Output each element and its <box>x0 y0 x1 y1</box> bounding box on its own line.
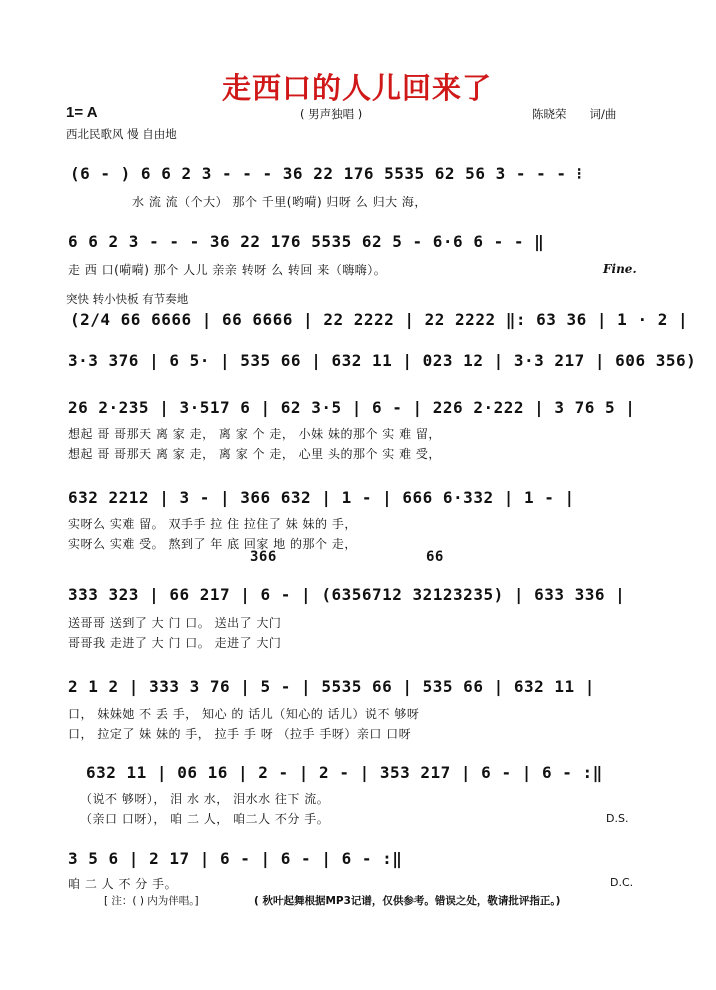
lyrics-row-9-verse-2: （亲口 口呀）， 咱 二 人， 咱二人 不分 手。 <box>80 812 330 826</box>
key-signature: 1= A <box>66 104 98 121</box>
notation-row-3: (2/4 66 6666 | 66 6666 | 22 2222 | 22 2222 ‖: 63 36 | 1 · 2 | <box>70 310 689 329</box>
lyrics-row-5-verse-1: 想起 哥 哥那天 离 家 走， 离 家 个 走， 小妹 妹的那个 实 难 留， <box>68 427 441 441</box>
notation-row-4: 3·3 376 | 6 5· | 535 66 | 632 11 | 023 12 | 3·3 217 | 606 356) <box>68 351 697 370</box>
page-title: 走西口的人儿回来了 <box>222 71 493 105</box>
notation-row-5: 26 2·235 | 3·517 6 | 62 3·5 | 6 - | 226 2·222 | 3 76 5 | <box>68 398 636 417</box>
author-credit: 陈晓荣 词/曲 <box>532 107 617 121</box>
lyrics-row-8-verse-1: 口， 妹妹她 不 丢 手， 知心 的 话儿（知心的 话儿）说不 够呀 <box>68 707 420 721</box>
alt-notes-1: 366 <box>250 549 277 565</box>
notation-row-2: 6 6 2 3 - - - 36 22 176 5535 62 5 - 6·6 6 - - ‖ <box>68 232 545 251</box>
tempo-change-marking: 突快 转小快板 有节奏地 <box>66 292 189 306</box>
notation-row-10: 3 5 6 | 2 17 | 6 - | 6 - | 6 - :‖ <box>68 849 403 868</box>
lyrics-row-6-verse-1: 实呀么 实难 留。 双手手 拉 住 拉住了 妹 妹的 手， <box>68 517 357 531</box>
alt-notes-2: 66 <box>426 549 444 565</box>
lyrics-row-5 <box>68 424 441 464</box>
lyrics-row-2-verse-1: 走 西 口(嗬嗬) 那个 人儿 亲亲 转呀 么 转回 来（嗨嗨）。 <box>68 263 387 277</box>
tempo-marking: 西北民歌风 慢 自由地 <box>66 127 177 141</box>
notation-row-6: 632 2212 | 3 - | 366 632 | 1 - | 666 6·332 | 1 - | <box>68 488 575 507</box>
lyrics-row-8 <box>68 704 419 744</box>
lyrics-row-8-verse-2: 口， 拉定了 妹 妹的 手， 拉手 手 呀 （拉手 手呀）亲口 口呀 <box>68 727 412 741</box>
footnote-transcription: ( 秋叶起舞根据MP3记谱，仅供参考。错误之处，敬请批评指正。) <box>254 895 561 907</box>
lyrics-row-7-verse-1: 送哥哥 送到了 大 门 口。 送出了 大门 <box>68 616 282 630</box>
lyrics-row-7 <box>68 613 281 653</box>
notation-row-8: 2 1 2 | 333 3 76 | 5 - | 5535 66 | 535 66 | 632 11 | <box>68 677 595 696</box>
lyrics-row-10-verse-1: 咱 二 人 不 分 手。 <box>68 877 178 891</box>
notation-row-7: 333 323 | 66 217 | 6 - | (6356712 32123235) | 633 336 | <box>68 585 626 604</box>
lyrics-row-7-verse-2: 哥哥我 走进了 大 门 口。 走进了 大门 <box>68 636 282 650</box>
lyrics-row-5-verse-2: 想起 哥 哥那天 离 家 走， 离 家 个 走， 心里 头的那个 实 难 受， <box>68 447 441 461</box>
lyrics-row-9-verse-1: （说不 够呀）， 泪 水 水， 泪水水 往下 流。 <box>80 792 330 806</box>
dc-marker: D.C. <box>610 876 634 889</box>
lyrics-row-6 <box>68 514 357 554</box>
lyrics-row-6-verse-2: 实呀么 实难 受。 熬到了 年 底 回家 地 的那个 走， <box>68 537 357 551</box>
lyrics-row-9 <box>80 789 329 829</box>
lyrics-row-1-verse-1: 水 流 流（个大） 那个 千里(哟嗬) 归呀 么 归大 海， <box>132 195 427 209</box>
notation-row-9: 632 11 | 06 16 | 2 - | 2 - | 353 217 | 6 - | 6 - :‖ <box>86 763 603 782</box>
footnote-accompaniment: [ 注：( ) 内为伴唱。] <box>104 895 199 907</box>
ds-marker: D.S. <box>606 812 629 825</box>
notation-row-1: (6 - ) 6 6 2 3 - - - 36 22 176 5535 62 56 3 - - - ⁝ <box>70 164 583 183</box>
voice-type: ( 男声独唱 ) <box>300 107 363 121</box>
fine-marker: Fine. <box>603 262 637 276</box>
